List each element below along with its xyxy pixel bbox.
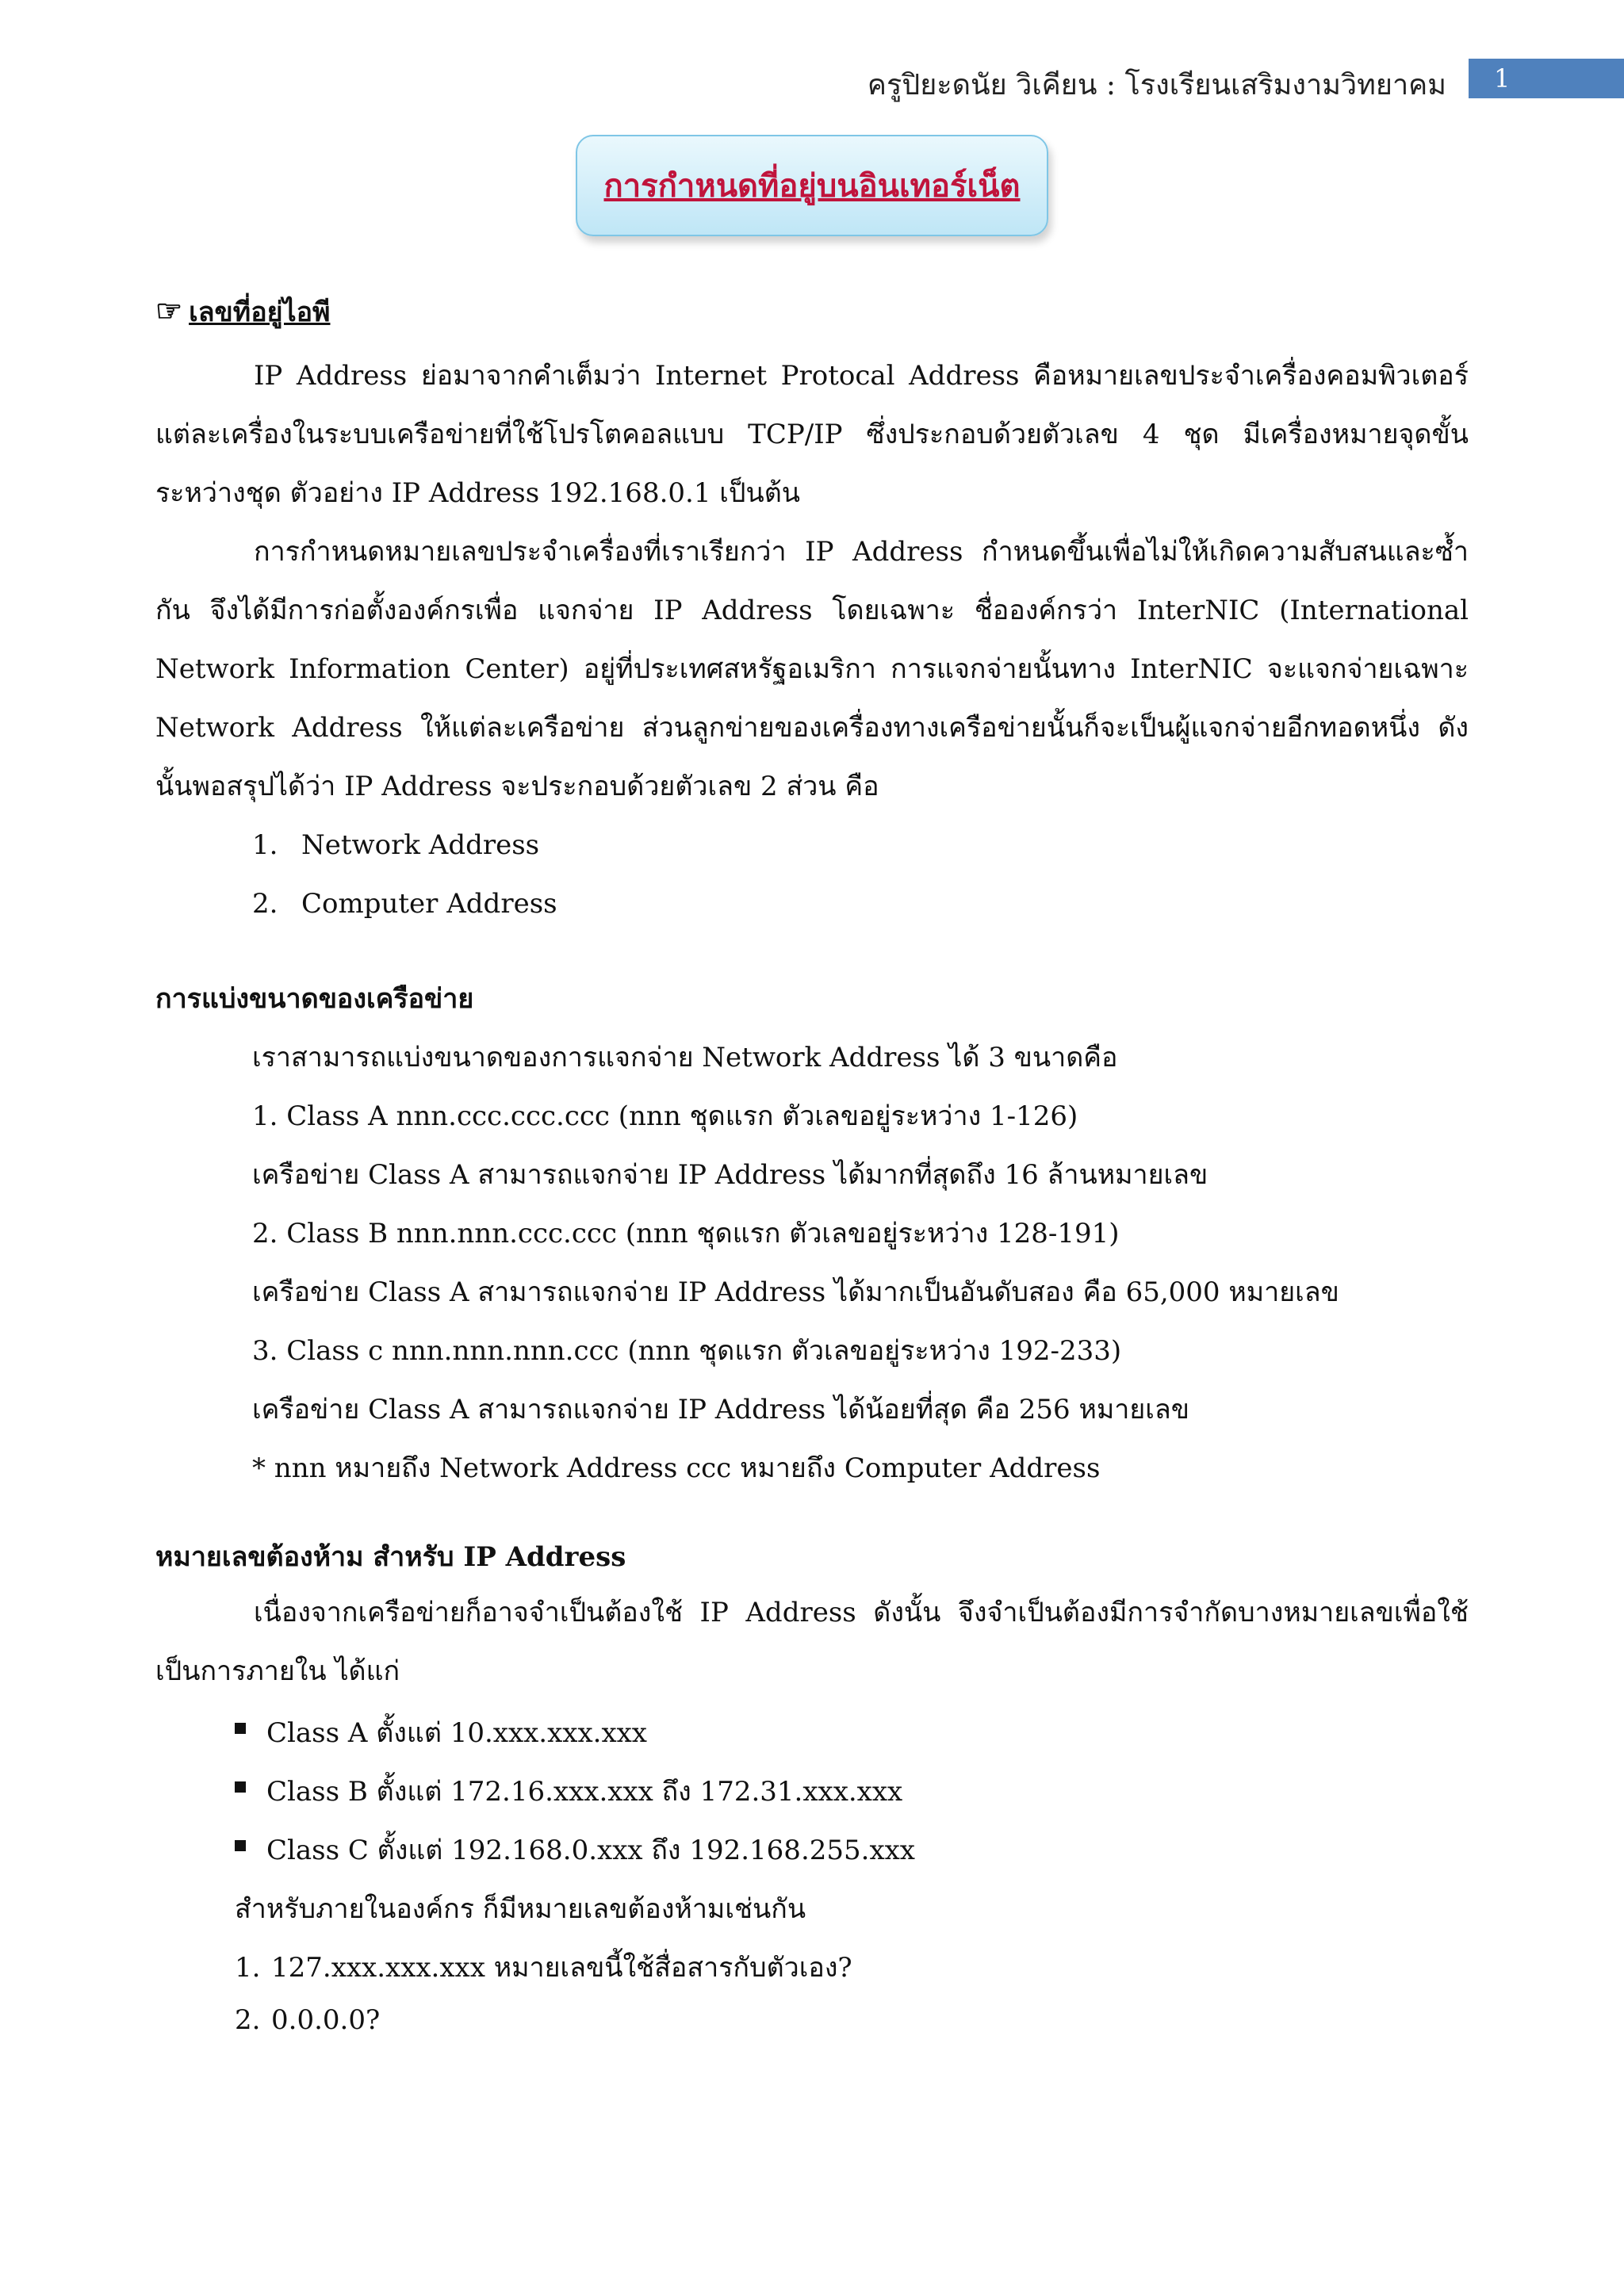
- paragraph-internic: การกำหนดหมายเลขประจำเครื่องที่เราเรียกว่า IP Address กำหนดขึ้นเพื่อไม่ให้เกิดความสับสนและซ้ำกัน จึงได้มีการก่อตั้งองค์กรเพื่อ แจกจ่าย IP Address โดยเฉพาะ ชื่อองค์กรว่า InterNIC (International Network Information Center) อยู่ที่ประเทศสหรัฐอเมริกา การแจกจ่ายนั้นทาง InterNIC จะแจกจ่ายเฉพาะ Network Address ให้แต่ละเครือข่าย ส่วนลูกข่ายของเครื่องทางเครือข่ายนั้นก็จะเป็นผู้แจกจ่ายอีกทอดหนึ่ง ดังนั้นพอสรุปได้ว่า IP Address จะประกอบด้วยตัวเลข 2 ส่วน คือ: [155, 536, 1469, 802]
- list-item: [252, 888, 557, 920]
- list-item-text: 0.0.0.0?: [271, 2004, 381, 2036]
- page-number-badge: [1469, 59, 1624, 98]
- list-item-number: 1.: [235, 1952, 261, 1984]
- section-network-size-heading: การแบ่งขนาดของเครือข่าย: [155, 983, 474, 1015]
- text-line: เครือข่าย Class A สามารถแจกจ่าย IP Address ได้มากที่สุดถึง 16 ล้านหมายเลข: [252, 1159, 1208, 1191]
- text-line: * nnn หมายถึง Network Address ccc หมายถึง Computer Address: [252, 1452, 1101, 1484]
- section-ip-heading: [155, 290, 330, 333]
- pointing-hand-icon: ☞: [155, 293, 183, 328]
- list-item-number: 2.: [235, 2004, 261, 2036]
- paragraph-ip-definition: IP Address ย่อมาจากคำเต็มว่า Internet Protocal Address คือหมายเลขประจำเครื่องคอมพิวเตอร์แต่ละเครื่องในระบบเครือข่ายที่ใช้โปรโตคอลแบบ TCP/IP ซึ่งประกอบด้วยตัวเลข 4 ชุด มีเครื่องหมายจุดขั้นระหว่างชุด ตัวอย่าง IP Address 192.168.0.1 เป็นต้น: [155, 360, 1469, 509]
- text-line: 2. Class B nnn.nnn.ccc.ccc (nnn ชุดแรก ตัวเลขอยู่ระหว่าง 128-191): [252, 1218, 1120, 1249]
- text-line: เครือข่าย Class A สามารถแจกจ่าย IP Address ได้มากเป็นอันดับสอง คือ 65,000 หมายเลข: [252, 1276, 1339, 1308]
- bullet-text: Class B ตั้งแต่ 172.16.xxx.xxx ถึง 172.31.xxx.xxx: [266, 1776, 903, 1808]
- page-title: การกำหนดที่อยู่บนอินเทอร์เน็ต: [603, 167, 1021, 205]
- list-item-text: 127.xxx.xxx.xxx หมายเลขนี้ใช้สื่อสารกับตัวเอง?: [271, 1952, 852, 1984]
- bullet-text: Class C ตั้งแต่ 192.168.0.xxx ถึง 192.168.255.xxx: [266, 1835, 915, 1866]
- page-number: 1: [1494, 63, 1511, 94]
- bullet-square-icon: [235, 1840, 246, 1851]
- bullet-square-icon: [235, 1723, 246, 1734]
- text-line: สำหรับภายในองค์กร ก็มีหมายเลขต้องห้ามเช่นกัน: [235, 1893, 806, 1925]
- list-item-text: Network Address: [301, 829, 540, 861]
- bullet-item: [235, 1828, 915, 1871]
- paragraph-reserved: เนื่องจากเครือข่ายก็อาจจำเป็นต้องใช้ IP Address ดังนั้น จึงจำเป็นต้องมีการจำกัดบางหมายเลขเพื่อใช้เป็นการภายใน ได้แก่: [155, 1597, 1469, 1687]
- bullet-item: [235, 1770, 902, 1812]
- text-line: เครือข่าย Class A สามารถแจกจ่าย IP Address ได้น้อยที่สุด คือ 256 หมายเลข: [252, 1394, 1189, 1425]
- list-item-text: Computer Address: [301, 888, 557, 920]
- list-item-number: 1.: [252, 829, 278, 861]
- list-item: [252, 829, 539, 861]
- list-item: [235, 1946, 852, 1988]
- list-item: [235, 2004, 380, 2036]
- page-header: ครูปิยะดนัย วิเคียน : โรงเรียนเสริมงามวิทยาคม: [867, 69, 1446, 101]
- text-line: 1. Class A nnn.ccc.ccc.ccc (nnn ชุดแรก ตัวเลขอยู่ระหว่าง 1-126): [252, 1100, 1078, 1132]
- section-ip-heading-text: เลขที่อยู่ไอพี: [189, 297, 331, 328]
- bullet-square-icon: [235, 1781, 246, 1793]
- bullet-text: Class A ตั้งแต่ 10.xxx.xxx.xxx: [266, 1717, 647, 1749]
- text-line: เราสามารถแบ่งขนาดของการแจกจ่าย Network Address ได้ 3 ขนาดคือ: [252, 1042, 1118, 1073]
- text-line: 3. Class c nnn.nnn.nnn.ccc (nnn ชุดแรก ตัวเลขอยู่ระหว่าง 192-233): [252, 1335, 1122, 1367]
- bullet-item: [235, 1711, 647, 1754]
- title-box: [576, 135, 1048, 236]
- section-reserved-heading: หมายเลขต้องห้าม สำหรับ IP Address: [155, 1541, 626, 1573]
- list-item-number: 2.: [252, 888, 278, 920]
